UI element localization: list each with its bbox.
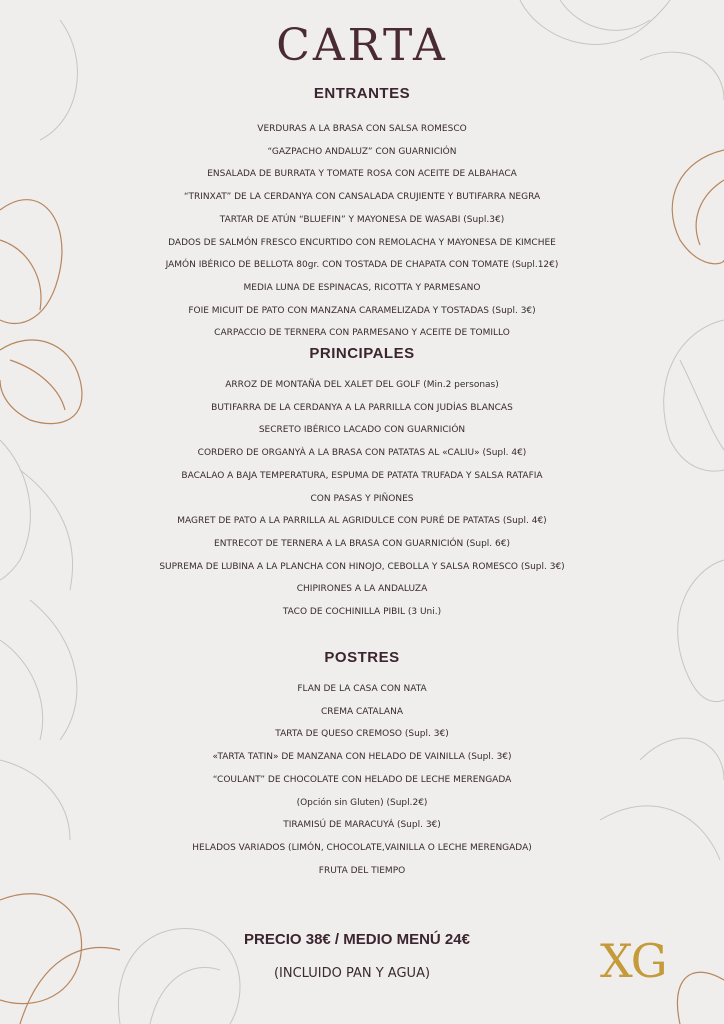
price-note: (INCLUIDO PAN Y AGUA) <box>273 966 431 981</box>
leaf-left-bottom <box>0 894 82 1004</box>
section-heading-postres: POSTRES <box>324 649 400 666</box>
menu-item: FRUTA DEL TIEMPO <box>318 865 406 876</box>
section-heading-entrantes: ENTRANTES <box>313 85 411 102</box>
menu-item: SECRETO IBÉRICO LACADO CON GUARNICIÓN <box>258 425 466 436</box>
menu-item: FLAN DE LA CASA CON NATA <box>297 684 427 694</box>
menu-item: TIRAMISÚ DE MARACUYÁ (Supl. 3€) <box>283 820 441 831</box>
menu-item: CORDERO DE ORGANYÀ A LA BRASA CON PATATAS AL «CALIU» (Supl. 4€) <box>197 448 527 459</box>
menu-item: TACO DE COCHINILLA PIBIL (3 Uni.) <box>282 607 442 618</box>
xg-logo: XG <box>600 934 666 988</box>
menu-item: SUPREMA DE LUBINA A LA PLANCHA CON HINOJO, CEBOLLA Y SALSA ROMESCO (Supl. 3€) <box>159 561 565 572</box>
menu-item: CON PASAS Y PIÑONES <box>310 493 414 504</box>
postres-list <box>0 678 724 882</box>
menu-title: CARTA <box>276 20 448 71</box>
menu-item: MEDIA LUNA DE ESPINACAS, RICOTTA Y PARMESANO <box>243 282 481 293</box>
menu-item: CHIPIRONES A LA ANDALUZA <box>296 584 428 595</box>
menu-item: ARROZ DE MONTAÑA DEL XALET DEL GOLF (Min.2 personas) <box>225 380 499 390</box>
menu-item: “GAZPACHO ANDALUZ” CON GUARNICIÓN <box>267 146 457 157</box>
menu-item: HELADOS VARIADOS (LIMÓN, CHOCOLATE,VAINILLA O LECHE MERENGADA) <box>192 842 532 853</box>
menu-item: DADOS DE SALMÓN FRESCO ENCURTIDO CON REMOLACHA Y MAYONESA DE KIMCHEE <box>168 237 556 248</box>
menu-item: ENTRECOT DE TERNERA A LA BRASA CON GUARNICIÓN (Supl. 6€) <box>214 538 510 549</box>
menu-item: (Opción sin Gluten) (Supl.2€) <box>296 797 428 808</box>
entrantes-list <box>0 118 724 345</box>
menu-item: TARTA DE QUESO CREMOSO (Supl. 3€) <box>275 729 449 740</box>
menu-item: FOIE MICUIT DE PATO CON MANZANA CARAMELIZADA Y TOSTADAS (Supl. 3€) <box>188 305 536 316</box>
section-heading-principales: PRINCIPALES <box>309 345 415 362</box>
menu-item: CARPACCIO DE TERNERA CON PARMESANO Y ACEITE DE TOMILLO <box>214 328 510 339</box>
menu-item: VERDURAS A LA BRASA CON SALSA ROMESCO <box>257 124 467 134</box>
menu-item: BACALAO A BAJA TEMPERATURA, ESPUMA DE PATATA TRUFADA Y SALSA RATAFIA <box>181 470 543 481</box>
menu-item: TARTAR DE ATÚN “BLUEFIN” Y MAYONESA DE WASABI (Supl.3€) <box>219 214 505 225</box>
menu-item: «TARTA TATIN» DE MANZANA CON HELADO DE VAINILLA (Supl. 3€) <box>212 752 512 763</box>
menu-item: BUTIFARRA DE LA CERDANYA A LA PARRILLA CON JUDÍAS BLANCAS <box>211 402 513 413</box>
principales-list <box>0 374 724 624</box>
menu-item: CREMA CATALANA <box>321 706 403 717</box>
menu-item: “COULANT” DE CHOCOLATE CON HELADO DE LECHE MERENGADA <box>212 774 512 785</box>
menu-item: JAMÓN IBÉRICO DE BELLOTA 80gr. CON TOSTADA DE CHAPATA CON TOMATE (Supl.12€) <box>165 260 559 271</box>
price-line: PRECIO 38€ / MEDIO MENÚ 24€ <box>244 931 470 948</box>
menu-item: MAGRET DE PATO A LA PARRILLA AL AGRIDULCE CON PURÉ DE PATATAS (Supl. 4€) <box>177 516 547 527</box>
menu-item: ENSALADA DE BURRATA Y TOMATE ROSA CON ACEITE DE ALBAHACA <box>207 169 517 180</box>
menu-item: “TRINXAT” DE LA CERDANYA CON CANSALADA CRUJIENTE Y BUTIFARRA NEGRA <box>183 192 541 203</box>
